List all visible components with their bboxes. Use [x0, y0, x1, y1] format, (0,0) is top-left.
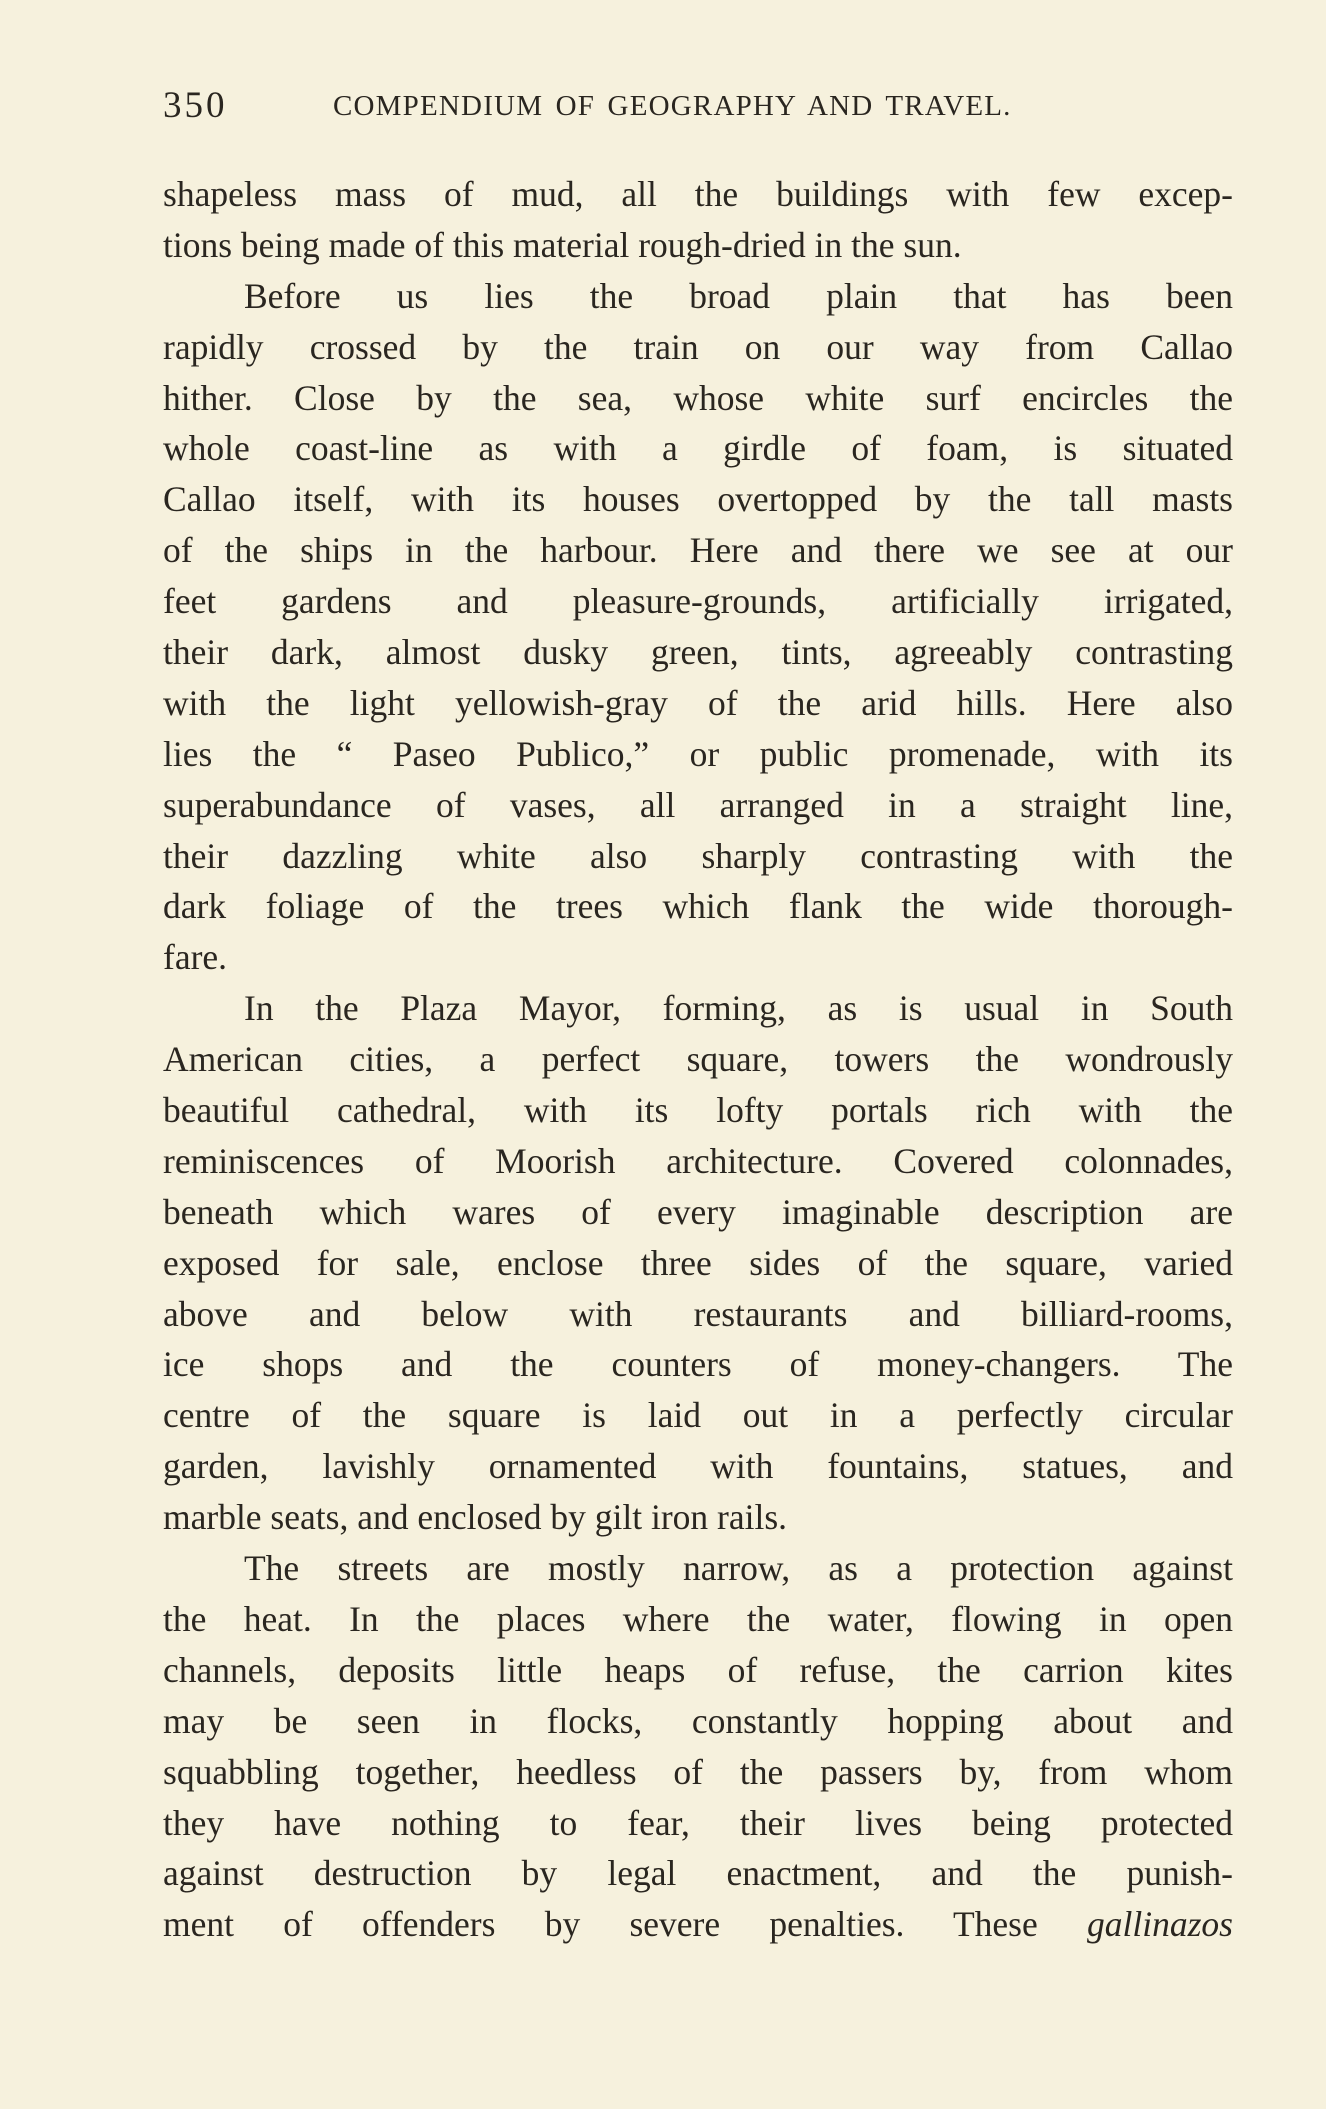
text-line [163, 983, 1233, 1034]
line-text: ment of offenders by severe penalties. These [163, 1904, 1038, 1945]
text-line [163, 1696, 1233, 1747]
line-text: The streets are mostly narrow, as a protection against [244, 1548, 1233, 1589]
line-text: exposed for sale, enclose three sides of the square, varied [163, 1242, 1233, 1283]
line-text: beneath which wares of every imaginable description are [163, 1191, 1233, 1232]
text-line [163, 1543, 1233, 1594]
line-text: dark foliage of the trees which flank the wide thorough- [163, 886, 1233, 927]
text-line [163, 1136, 1233, 1187]
text-line [163, 729, 1233, 780]
line-text: lies the “ Paseo Publico,” or public promenade, with its [163, 733, 1233, 774]
text-line [163, 576, 1233, 627]
text-line [163, 1848, 1233, 1899]
line-text: reminiscences of Moorish architecture. Covered colonnades, [163, 1140, 1233, 1181]
text-line [163, 627, 1233, 678]
line-text: their dark, almost dusky green, tints, agreeably contrasting [163, 632, 1233, 673]
text-line [163, 780, 1233, 831]
text-line [163, 1187, 1233, 1238]
text-line [163, 169, 1233, 220]
text-line [163, 1289, 1233, 1340]
italic-word: gallinazos [1087, 1904, 1233, 1945]
line-text: American cities, a perfect square, towers the wondrously [163, 1039, 1233, 1080]
line-text: of the ships in the harbour. Here and there we see at our [163, 530, 1233, 571]
text-line [163, 932, 1233, 983]
line-text: feet gardens and pleasure-grounds, artificially irrigated, [163, 581, 1233, 622]
text-line [163, 1238, 1233, 1289]
line-text: they have nothing to fear, their lives being protected [163, 1802, 1233, 1843]
text-line [163, 1492, 1233, 1543]
line-text: with the light yellowish-gray of the arid hills. Here also [163, 682, 1233, 723]
text-line [163, 1034, 1233, 1085]
line-text: the heat. In the places where the water, flowing in open [163, 1598, 1233, 1639]
line-text: channels, deposits little heaps of refuse, the carrion kites [163, 1649, 1233, 1690]
text-line [163, 1441, 1233, 1492]
text-line [163, 1798, 1233, 1849]
text-line [163, 1390, 1233, 1441]
line-text: Before us lies the broad plain that has been [244, 275, 1233, 316]
text-line [163, 373, 1233, 424]
text-line [163, 1594, 1233, 1645]
text-line [163, 1085, 1233, 1136]
text-line [163, 1747, 1233, 1798]
line-text: ice shops and the counters of money-changers. The [163, 1344, 1233, 1385]
text-line [163, 474, 1233, 525]
text-line [163, 678, 1233, 729]
line-text: squabbling together, heedless of the passers by, from whom [163, 1751, 1233, 1792]
line-text: superabundance of vases, all arranged in a straight line, [163, 784, 1233, 825]
text-line [163, 423, 1233, 474]
line-text: marble seats, and enclosed by gilt iron rails. [163, 1497, 788, 1538]
running-title: COMPENDIUM OF GEOGRAPHY AND TRAVEL. [333, 90, 1012, 122]
line-text: garden, lavishly ornamented with fountains, statues, and [163, 1446, 1233, 1487]
line-text: Callao itself, with its houses overtopped by the tall masts [163, 479, 1233, 520]
text-line [163, 881, 1233, 932]
running-head [163, 84, 1233, 134]
line-text: their dazzling white also sharply contrasting with the [163, 835, 1233, 876]
line-text: beautiful cathedral, with its lofty portals rich with the [163, 1090, 1233, 1131]
line-text: In the Plaza Mayor, forming, as is usual in South [244, 988, 1233, 1029]
text-line [163, 831, 1233, 882]
line-text: above and below with restaurants and billiard-rooms, [163, 1293, 1233, 1334]
text-line [163, 1339, 1233, 1390]
text-line [163, 271, 1233, 322]
line-text: may be seen in flocks, constantly hopping about and [163, 1700, 1233, 1741]
body-text [163, 169, 1233, 1950]
line-text: shapeless mass of mud, all the buildings with few excep- [163, 174, 1233, 214]
text-line [163, 1645, 1233, 1696]
page-number: 350 [163, 85, 228, 126]
line-text: centre of the square is laid out in a perfectly circular [163, 1395, 1233, 1436]
text-line [163, 525, 1233, 576]
line-text: hither. Close by the sea, whose white surf encircles the [163, 377, 1233, 418]
line-text: fare. [163, 937, 228, 978]
line-text: whole coast-line as with a girdle of foam, is situated [163, 428, 1233, 469]
line-text: rapidly crossed by the train on our way from Callao [163, 326, 1233, 367]
text-line [163, 220, 1233, 271]
text-line [163, 322, 1233, 373]
line-text: against destruction by legal enactment, and the punish- [163, 1853, 1233, 1894]
line-text: tions being made of this material rough-dried in the sun. [163, 224, 962, 265]
text-line [163, 1899, 1233, 1950]
